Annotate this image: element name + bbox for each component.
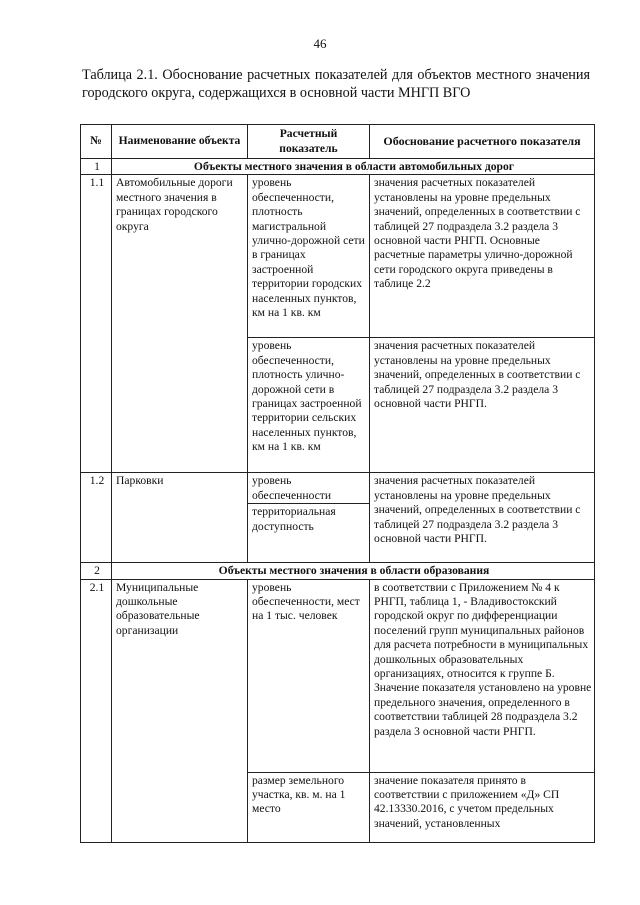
justification-table bbox=[80, 124, 595, 843]
section-num: 2 bbox=[81, 563, 112, 579]
object-name: Автомобильные дороги местного значения в границах городского округа bbox=[112, 175, 248, 473]
page-number: 46 bbox=[313, 36, 327, 51]
justification-cell: в соответствии с Приложением № 4 к РНГП, таблица 1, - Владивостокский городской округ по дифференциации поселений групп муниципальных районов для расчета потребности в муниципальных дошкольных образовательных организациях, относится к группе Б. Значение показателя установлено на уровне предельного значения, определенного в соответствии таблицей 28 подраздела 3.2 раздела 3 основной части РНГП. bbox=[370, 579, 595, 772]
object-name: Муниципальные дошкольные образовательные организации bbox=[112, 579, 248, 842]
row-num: 1.1 bbox=[81, 175, 112, 473]
justification-cell: значения расчетных показателей установлены на уровне предельных значений, определенных в соответствии с таблицей 27 подраздела 3.2 раздела 3 основной части РНГП. Основные расчетные параметры улично-дорожной сети городского округа приведены в таблице 2.2 bbox=[370, 175, 595, 338]
table-row bbox=[81, 175, 595, 338]
header-justification: Обоснование расчетного показателя bbox=[370, 125, 595, 159]
justification-cell: значения расчетных показателей установлены на уровне предельных значений, определенных в соответствии с таблицей 27 подраздела 3.2 раздела 3 основной части РНГП. bbox=[370, 473, 595, 563]
section-title: Объекты местного значения в области образования bbox=[112, 563, 595, 579]
justification-cell: значение показателя принято в соответствии с приложением «Д» СП 42.13330.2016, с учетом предельных значений, установленных bbox=[370, 772, 595, 842]
table-header-row bbox=[81, 125, 595, 159]
indicator-cell: уровень обеспеченности, мест на 1 тыс. человек bbox=[248, 579, 370, 772]
indicator-cell: уровень обеспеченности, плотность магистральной улично-дорожной сети в границах застроенной территории городских населенных пунктов, км на 1 кв. км bbox=[248, 175, 370, 338]
header-num: № bbox=[81, 125, 112, 159]
indicator-cell: уровень обеспеченности, плотность улично-дорожной сети в границах застроенной территории сельских населенных пунктов, км на 1 кв. км bbox=[248, 338, 370, 473]
header-indicator: Расчетный показатель bbox=[248, 125, 370, 159]
section-title: Объекты местного значения в области автомобильных дорог bbox=[112, 159, 595, 175]
object-name: Парковки bbox=[112, 473, 248, 563]
section-row bbox=[81, 159, 595, 175]
indicator-cell: уровень обеспеченности bbox=[248, 473, 370, 504]
table-row bbox=[81, 579, 595, 772]
header-name: Наименование объекта bbox=[112, 125, 248, 159]
justification-cell: значения расчетных показателей установлены на уровне предельных значений, определенных в соответствии с таблицей 27 подраздела 3.2 раздела 3 основной части РНГП. bbox=[370, 338, 595, 473]
section-num: 1 bbox=[81, 159, 112, 175]
indicator-cell: территориальная доступность bbox=[248, 504, 370, 563]
table-caption: Таблица 2.1. Обоснование расчетных показателей для объектов местного значения городского округа, содержащихся в основной части МНГП ВГО bbox=[82, 67, 590, 101]
section-row bbox=[81, 563, 595, 579]
row-num: 1.2 bbox=[81, 473, 112, 563]
table-row bbox=[81, 473, 595, 504]
indicator-cell: размер земельного участка, кв. м. на 1 место bbox=[248, 772, 370, 842]
row-num: 2.1 bbox=[81, 579, 112, 842]
